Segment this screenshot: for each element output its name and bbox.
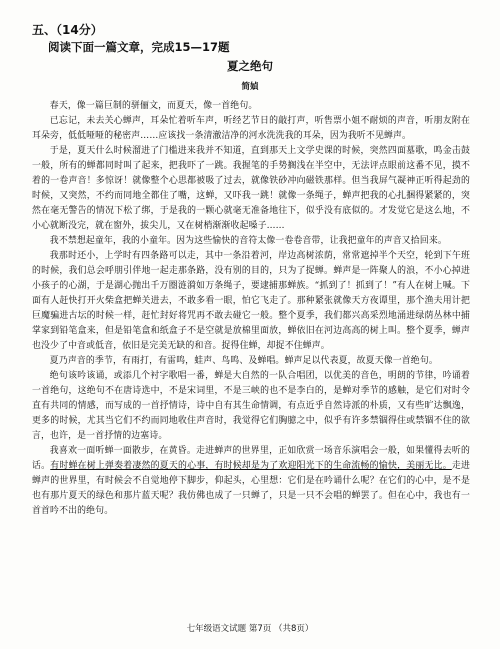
underlined-sentence: 有时蝉在树上弹奏着凄然的夏天的心事，有时候却是为了欢迎阳光下的生命流畅的愉快，美丽无比。	[50, 461, 452, 471]
article-body	[32, 99, 470, 519]
page-footer: 七年级语文试题 第7页 （共8页）	[186, 624, 314, 634]
paragraph-8: 我喜欢一面听蝉一面散步，在黄昏。走进蝉声的世界里，正如欣赏一场音乐演唱会一般，如果懂得去听的话。有时蝉在树上弹奏着凄然的夏天的心事，有时候却是为了欢迎阳光下的生命流畅的愉快，美丽无比。走进蝉声的世界里，有时候会不自觉地停下脚步，仰起头，心里想：它们是在吟诵什么呢？在它们的心中，是不是也有那片夏天的绿色和那片蓝天呢？我仿佛也成了一只蝉了，只是一只不会唱的蝉罢了。但在心中，我也有一首首吟不出的绝句。	[32, 446, 470, 516]
article-author: 简媜	[241, 82, 259, 92]
paragraph-3: 于是，夏天什么时候溜进了门槛进来我并不知道，直到那天上文学史课的时候，突然四面墓歌，鸣金击鼓一般，所有的蝉都同时叫了起来，把我吓了一跳。我握笔的手势搁浅在半空中，无法评点眼前这番不见，摸不着的一卷声音！多惊讶！就像整个心思都被吸了过去，就像铁砂冲向磁铁那样。但当我屏气凝神正听得起劲的时候，又突然，不约而同地全都住了嘴，这蝉，又吓我一跳！就像一条绳子，蝉声把我的心扎捆得紧紧的，突然在毫无警告的情况下松了绑，于是我的一颗心就毫无准备地往下，似乎没有底似的。才发觉它是这么地，不小心就断没完，就在窗外，拔尖儿，又在树梢渐渐收起嗓子……	[32, 146, 470, 231]
paragraph-5: 我那时还小，上学时有四条路可以走，其中一条沿着河，岸边高树浓荫，常常遮掉半个天空，轮到下午班的时候，我们总会呼朋引伴地一起走那条路，没有别的目的，只为了捉蝉。蝉声是一阵聚人的浪，不小心掉进小孩子的心湖，于是湖心抛出千万圈涟漪如万条绳子，要逮捕那蝉族。“抓到了！抓到了！”有人在树上喊。下面有人赶快打开火柴盒把蝉关进去，不敢多看一眼，怕它飞走了。那种紧张就像天方夜谭里，那个渔夫用计把巨魔骗进古坛的时候一样，赶忙封好将咒再不敢去碰它一般。整个夏季，我们都兴高采烈地涌进绿荫丛林中捕掌家到铅笔盒来，但是铅笔盒和纸盒子不是空就是放棉里面放，蝉依旧在河边高高的树上叫。整个夏季，蝉声也没少了中音或低音，依旧是完美无缺的和音。捉得住蝉，却捉不住蝉声。	[32, 251, 470, 351]
article-title: 夏之绝句	[227, 59, 273, 73]
reading-instruction: 阅读下面一篇文章，完成15—17题	[48, 40, 230, 54]
paragraph-2: 已忘记，未去关心蝉声，耳朵忙着听车声，听经艺节日的敲打声，听售票小姐不耐烦的声音，听朋友附在耳朵旁，低低哑哑的秘密声……应该找一条清澈洁净的河水洗洗我的耳朵，因为我听不见蝉声。	[32, 116, 470, 141]
section-heading: 五、（14分）	[32, 23, 103, 37]
paragraph-6: 夏乃声音的季节，有雨打，有雷鸣，蛙声、鸟鸣、及蝉唱。蝉声足以代表夏，故夏天像一首绝句。	[49, 356, 438, 366]
paragraph-1: 春天，像一篇巨制的骈俪文，而夏天，像一首绝句。	[49, 101, 258, 111]
paragraph-7: 绝句该吟该诵，或添几个衬字歌唱一番，蝉是大自然的一队合唱团，以优美的音色，明朗的节律，吟诵着一首绝句，这绝句不在唐诗选中，不是宋词里，不是三峡的也不是李白的，是蝉对季节的感触，是它们对时令直有共同的情感，而写成的一首抒情诗，诗中自有其生命情调，有点近乎自然诗派的朴质，又有些旷达飘逸，更多的时候，尤其当它们不约而同地收住声音时，我觉得它们胸臆之中，似乎有许多禁锢得住或禁锢不住的欲言，也许，是一首抒情的边塞诗。	[32, 371, 470, 441]
paragraph-4: 我不禁想起童年，我的小童年。因为这些愉快的音符太像一卷卷音带，让我把童年的声音又拾回来。	[49, 236, 447, 246]
